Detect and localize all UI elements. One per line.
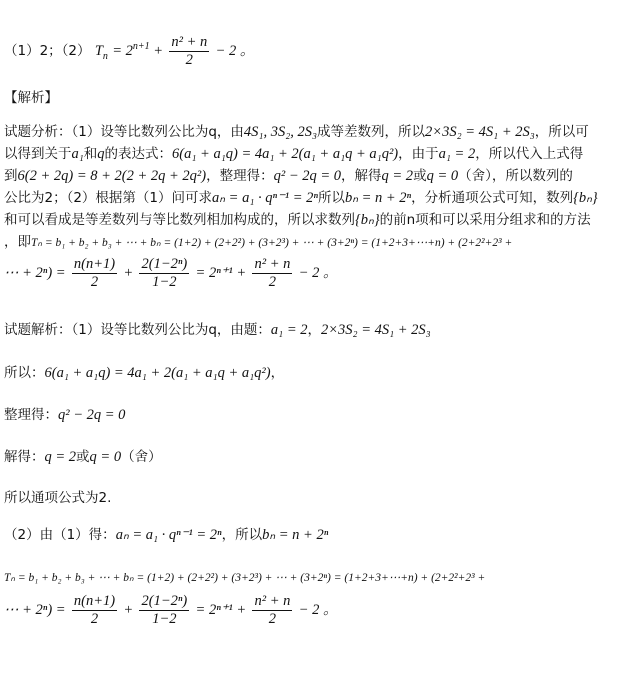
analysis-line-6: ，即Tₙ = b₁ + b₂ + b₃ + ⋯ + bₙ = (1+2) + (2+2²) + (3+2³) + ⋯ + (3+2ⁿ) = (1+2+3+⋯+n) + (2+2²+2³ + [4, 234, 513, 250]
analysis-line-4: 公比为2；（2）根据第（1）问可求aₙ = a₁ · qⁿ⁻¹ = 2ⁿ所以bₙ = n + 2ⁿ，分析通项公式可知，数列{bₙ} [4, 190, 598, 206]
answer-fraction: $\frac{\text{n² + n}}{2}$ [171, 34, 208, 68]
answer-parts: （1）2；（2） [4, 43, 91, 59]
analysis-line-5: 和可以看成是等差数列与等比数列相加构成的，所以求数列{bₙ}的前n项和可以采用分组求和的方法 [4, 212, 591, 228]
answer-line [4, 34, 254, 69]
solution-line-8: ⋯ + 2ⁿ) = $\frac{n(n+1)}{2}$ + $\frac{\text{2(1−2ⁿ)}}{1-2}$ = 2ⁿ⁺¹ + $\frac{\text{n² + n}}{2}$ − 2 。 [4, 593, 338, 627]
analysis-line-2: 以得到关于a₁和q的表达式：6(a₁ + a₁q) = 4a₁ + 2(a₁ + a₁q + a₁q²)，由于a₁ = 2，所以代入上式得 [4, 146, 584, 162]
analysis-line-7: ⋯ + 2ⁿ) = $\frac{n(n+1)}{2}$ + $\frac{\text{2(1−2ⁿ)}}{1-2}$ = 2ⁿ⁺¹ + $\frac{\text{n² + n}}{2}$ − 2 。 [4, 256, 338, 290]
section-title: 【解析】 [4, 90, 58, 106]
solution-line-5: 所以通项公式为2. [4, 490, 112, 506]
analysis-frac-2: $\frac{\text{2(1−2ⁿ)}}{1-2}$ [141, 256, 188, 290]
analysis-frac-1: $\frac{n(n+1)}{2}$ [73, 256, 116, 290]
solution-line-7: Tₙ = b₁ + b₂ + b₃ + ⋯ + bₙ = (1+2) + (2+2²) + (3+2³) + ⋯ + (3+2ⁿ) = (1+2+3+⋯+n) + (2+2²+2³ + [4, 572, 486, 584]
analysis-line-1: 试题分析：（1）设等比数列公比为q，由4S₁, 3S₂, 2S₃成等差数列，所以2×3S₂ = 4S₁ + 2S₃，所以可 [4, 124, 589, 140]
analysis-line-3: 到6(2 + 2q) = 8 + 2(2 + 2q + 2q²)，整理得：q² − 2q = 0，解得q = 2或q = 0（舍），所以数列的 [4, 168, 573, 184]
solution-frac-2: $\frac{\text{2(1−2ⁿ)}}{1-2}$ [141, 593, 188, 627]
solution-line-1: 试题解析：（1）设等比数列公比为q，由题：a₁ = 2，2×3S₂ = 4S₁ + 2S₃ [4, 322, 431, 338]
solution-frac-1: $\frac{n(n+1)}{2}$ [73, 593, 116, 627]
answer-tn: $T_n$ [94, 43, 108, 62]
solution-line-3: 整理得：q² − 2q = 0 [4, 407, 126, 423]
solution-frac-3: $\frac{\text{n² + n}}{2}$ [254, 593, 291, 627]
analysis-frac-3: $\frac{\text{n² + n}}{2}$ [254, 256, 291, 290]
solution-line-4: 解得：q = 2或q = 0（舍） [4, 449, 162, 465]
solution-line-2: 所以：6(a₁ + a₁q) = 4a₁ + 2(a₁ + a₁q + a₁q²)， [4, 365, 285, 381]
solution-line-6: （2）由（1）得：aₙ = a₁ · qⁿ⁻¹ = 2ⁿ，所以bₙ = n + 2ⁿ [4, 527, 329, 543]
answer-power: = $2^{n+1}$ + [112, 41, 164, 59]
answer-tail: − 2 。 [215, 43, 255, 59]
